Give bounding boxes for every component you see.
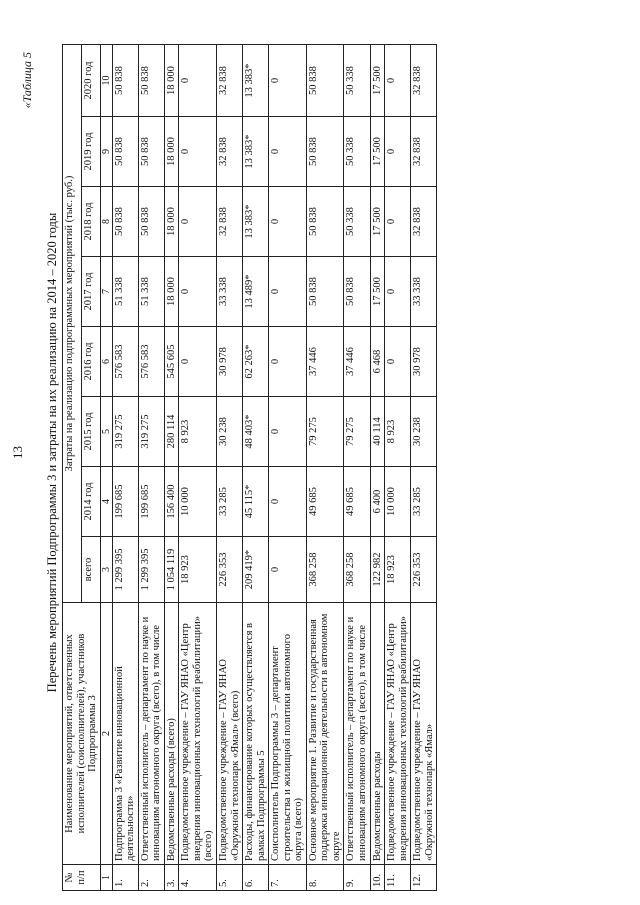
row-year-value: 18 000 xyxy=(164,117,179,187)
row-year-value: 32 838 xyxy=(217,187,243,257)
row-name: Соисполнитель Подпрограммы 3 – департамент строительства и жилищной политики автономного округа (всего) xyxy=(269,603,307,865)
row-number: 9. xyxy=(344,865,370,891)
row-year-value: 37 446 xyxy=(344,327,370,397)
row-year-value: 49 685 xyxy=(306,467,344,537)
row-year-value: 51 338 xyxy=(138,257,164,327)
table-row xyxy=(164,45,179,891)
header-no: № п/п xyxy=(63,865,101,891)
row-year-value: 0 xyxy=(385,257,411,327)
row-total: 226 353 xyxy=(217,537,243,603)
row-year-value: 30 978 xyxy=(217,327,243,397)
table-row xyxy=(217,45,243,891)
row-year-value: 0 xyxy=(385,187,411,257)
row-number: 8. xyxy=(306,865,344,891)
table-row xyxy=(344,45,370,891)
header-year: 2019 год xyxy=(81,117,100,187)
row-year-value: 0 xyxy=(179,45,217,117)
row-total: 226 353 xyxy=(411,537,437,603)
row-year-value: 13 383* xyxy=(243,45,269,117)
header-year: 2015 год xyxy=(81,397,100,467)
row-total: 18 923 xyxy=(385,537,411,603)
header-total: всего xyxy=(81,537,100,603)
row-total: 1 054 119 xyxy=(164,537,179,603)
table-row xyxy=(138,45,164,891)
row-year-value: 33 338 xyxy=(411,257,437,327)
row-name: Подведомственное учреждение – ГАУ ЯНАО «Центр внедрения инновационных технологий реабилитации» xyxy=(385,603,411,865)
row-year-value: 0 xyxy=(269,327,307,397)
row-total: 1 299 395 xyxy=(112,537,138,603)
row-year-value: 0 xyxy=(269,117,307,187)
row-total: 368 258 xyxy=(306,537,344,603)
row-year-value: 8 923 xyxy=(179,397,217,467)
row-number: 1. xyxy=(112,865,138,891)
row-total: 209 419* xyxy=(243,537,269,603)
table-row xyxy=(306,45,344,891)
column-index: 9 xyxy=(100,117,112,187)
row-name: Подведомственное учреждение – ГАУ ЯНАО «Окружной технопарк «Ямал» xyxy=(411,603,437,865)
row-year-value: 33 338 xyxy=(217,257,243,327)
row-year-value: 0 xyxy=(269,467,307,537)
row-name: Ответственный исполнитель – департамент по науке и инновациям автономного округа (всего), в том числе xyxy=(138,603,164,865)
row-year-value: 10 000 xyxy=(385,467,411,537)
row-year-value: 32 838 xyxy=(411,45,437,117)
header-year: 2020 год xyxy=(81,45,100,117)
row-number: 11. xyxy=(385,865,411,891)
row-number: 12. xyxy=(411,865,437,891)
table-row xyxy=(269,45,307,891)
row-total: 368 258 xyxy=(344,537,370,603)
row-year-value: 199 685 xyxy=(138,467,164,537)
row-year-value: 50 838 xyxy=(306,117,344,187)
row-year-value: 0 xyxy=(179,257,217,327)
row-year-value: 79 275 xyxy=(306,397,344,467)
row-year-value: 30 238 xyxy=(411,397,437,467)
row-year-value: 18 000 xyxy=(164,45,179,117)
row-year-value: 50 838 xyxy=(138,45,164,117)
row-total: 0 xyxy=(269,537,307,603)
row-year-value: 0 xyxy=(385,117,411,187)
row-year-value: 17 500 xyxy=(370,45,385,117)
column-index: 10 xyxy=(100,45,112,117)
column-index: 4 xyxy=(100,467,112,537)
table-row xyxy=(179,45,217,891)
row-number: 7. xyxy=(269,865,307,891)
row-year-value: 33 285 xyxy=(411,467,437,537)
row-name: Ответственный исполнитель – департамент по науке и инновациям автономного округа (всего), в том числе xyxy=(344,603,370,865)
row-name: Ведомственные расходы xyxy=(370,603,385,865)
row-name: Подпрограмма 3 «Развитие инновационной деятельности» xyxy=(112,603,138,865)
table-row xyxy=(370,45,385,891)
costs-table xyxy=(62,44,437,891)
row-name: Ведомственные расходы (всего) xyxy=(164,603,179,865)
row-name: Подведомственное учреждение – ГАУ ЯНАО «Центр внедрения инновационных технологий реабилитации» (всего) xyxy=(179,603,217,865)
header-year: 2014 год xyxy=(81,467,100,537)
row-name: Расходы, финансирование которых осуществляется в рамках Подпрограммы 5 xyxy=(243,603,269,865)
row-year-value: 0 xyxy=(179,327,217,397)
row-year-value: 50 838 xyxy=(138,117,164,187)
row-year-value: 40 114 xyxy=(370,397,385,467)
row-year-value: 30 238 xyxy=(217,397,243,467)
row-year-value: 50 338 xyxy=(344,117,370,187)
row-year-value: 10 000 xyxy=(179,467,217,537)
table-row xyxy=(243,45,269,891)
row-year-value: 48 403* xyxy=(243,397,269,467)
column-index: 7 xyxy=(100,257,112,327)
row-year-value: 50 338 xyxy=(344,187,370,257)
row-year-value: 30 978 xyxy=(411,327,437,397)
table-body xyxy=(112,45,437,891)
header-year: 2018 год xyxy=(81,187,100,257)
header-costs-group: Затраты на реализацию подпрограммных мероприятий (тыс. руб.) xyxy=(63,45,82,603)
row-year-value: 17 500 xyxy=(370,187,385,257)
row-year-value: 50 838 xyxy=(112,117,138,187)
table-label: «Таблица 5 xyxy=(20,52,34,109)
row-year-value: 32 838 xyxy=(411,117,437,187)
page-number: 13 xyxy=(10,446,25,459)
header-year: 2017 год xyxy=(81,257,100,327)
table-row xyxy=(411,45,437,891)
row-year-value: 17 500 xyxy=(370,117,385,187)
row-year-value: 13 489* xyxy=(243,257,269,327)
row-year-value: 32 838 xyxy=(411,187,437,257)
row-year-value: 62 263* xyxy=(243,327,269,397)
row-year-value: 545 605 xyxy=(164,327,179,397)
row-year-value: 18 000 xyxy=(164,187,179,257)
column-index: 2 xyxy=(100,603,112,865)
table-row xyxy=(112,45,138,891)
row-year-value: 37 446 xyxy=(306,327,344,397)
row-year-value: 79 275 xyxy=(344,397,370,467)
row-year-value: 0 xyxy=(269,45,307,117)
row-name: Подведомственное учреждение – ГАУ ЯНАО «Окружной технопарк «Ямал» (всего) xyxy=(217,603,243,865)
row-year-value: 576 583 xyxy=(138,327,164,397)
column-index-row xyxy=(100,45,112,891)
row-name: Основное мероприятие 1. Развитие и государственная поддержка инновационной деятельности в автономном округе xyxy=(306,603,344,865)
row-year-value: 17 500 xyxy=(370,257,385,327)
row-year-value: 18 000 xyxy=(164,257,179,327)
column-index: 1 xyxy=(100,865,112,891)
row-year-value: 50 838 xyxy=(306,45,344,117)
row-year-value: 13 383* xyxy=(243,117,269,187)
row-year-value: 0 xyxy=(269,397,307,467)
header-name: Наименование мероприятий, ответственных исполнителей (соисполнителей), участников Подпрограммы 3 xyxy=(63,603,101,865)
column-index: 3 xyxy=(100,537,112,603)
row-year-value: 280 114 xyxy=(164,397,179,467)
row-year-value: 0 xyxy=(179,187,217,257)
row-number: 6. xyxy=(243,865,269,891)
row-year-value: 0 xyxy=(269,257,307,327)
row-year-value: 0 xyxy=(385,45,411,117)
row-number: 3. xyxy=(164,865,179,891)
row-year-value: 50 838 xyxy=(306,257,344,327)
row-year-value: 319 275 xyxy=(112,397,138,467)
document-title: Перечень мероприятий Подпрограммы 3 и затраты на их реализацию на 2014 – 2020 годы xyxy=(45,212,59,693)
column-index: 6 xyxy=(100,327,112,397)
row-year-value: 32 838 xyxy=(217,117,243,187)
row-year-value: 319 275 xyxy=(138,397,164,467)
column-index: 8 xyxy=(100,187,112,257)
row-year-value: 50 838 xyxy=(112,187,138,257)
row-total: 122 982 xyxy=(370,537,385,603)
row-year-value: 8 923 xyxy=(385,397,411,467)
row-year-value: 156 400 xyxy=(164,467,179,537)
row-number: 2. xyxy=(138,865,164,891)
row-year-value: 51 338 xyxy=(112,257,138,327)
row-year-value: 32 838 xyxy=(217,45,243,117)
row-year-value: 199 685 xyxy=(112,467,138,537)
row-year-value: 45 115* xyxy=(243,467,269,537)
row-year-value: 50 338 xyxy=(344,45,370,117)
table-row xyxy=(385,45,411,891)
row-year-value: 50 838 xyxy=(138,187,164,257)
row-number: 10. xyxy=(370,865,385,891)
row-number: 4. xyxy=(179,865,217,891)
row-year-value: 576 583 xyxy=(112,327,138,397)
row-year-value: 6 468 xyxy=(370,327,385,397)
row-year-value: 0 xyxy=(269,187,307,257)
row-year-value: 50 838 xyxy=(306,187,344,257)
row-year-value: 50 838 xyxy=(344,257,370,327)
row-year-value: 50 838 xyxy=(112,45,138,117)
row-year-value: 33 285 xyxy=(217,467,243,537)
row-year-value: 13 383* xyxy=(243,187,269,257)
row-total: 1 299 395 xyxy=(138,537,164,603)
row-number: 5. xyxy=(217,865,243,891)
row-year-value: 0 xyxy=(179,117,217,187)
row-total: 18 923 xyxy=(179,537,217,603)
row-year-value: 0 xyxy=(385,327,411,397)
row-year-value: 6 400 xyxy=(370,467,385,537)
row-year-value: 49 685 xyxy=(344,467,370,537)
column-index: 5 xyxy=(100,397,112,467)
header-year: 2016 год xyxy=(81,327,100,397)
